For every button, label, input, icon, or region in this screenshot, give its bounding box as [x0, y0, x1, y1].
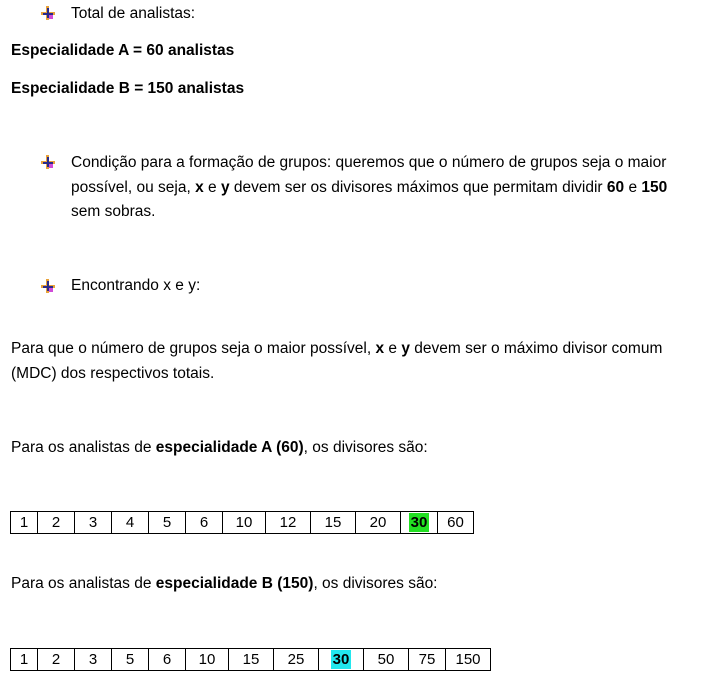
divisor-cell: 1 [11, 512, 38, 534]
number-150: 150 [641, 178, 668, 196]
intro-especialidade-b [11, 572, 438, 597]
condition-paragraph [71, 151, 721, 225]
divisor-cell: 5 [112, 649, 149, 671]
text-span: , os divisores são: [303, 439, 428, 456]
text-span: , os divisores são: [313, 575, 438, 592]
highlight-mark: 30 [332, 651, 350, 668]
divisor-cell: 25 [274, 649, 319, 671]
divisor-cell: 1 [11, 649, 38, 671]
divisor-cell: 12 [266, 512, 311, 534]
bullet-total-label: Total de analistas: [71, 5, 196, 22]
text-span: possível, ou seja, [71, 178, 191, 196]
number-60: 60 [606, 178, 625, 196]
especialidade-b-label: especialidade B (150) [155, 575, 314, 592]
divisor-cell-highlighted [401, 512, 438, 534]
divisor-cell: 3 [75, 649, 112, 671]
mdc-line-2: (MDC) dos respectivos totais. [11, 364, 215, 382]
divisor-cell: 150 [446, 649, 491, 671]
divisors-table-b [10, 648, 491, 671]
mdc-line-1 [11, 337, 723, 362]
mdc-paragraph [11, 337, 723, 386]
condition-line-3: sem sobras. [71, 203, 156, 220]
divisor-cell: 10 [186, 649, 229, 671]
divisor-cell: 75 [409, 649, 446, 671]
bullet-arrow-icon [41, 6, 55, 20]
bullet-arrow-icon [41, 155, 55, 169]
line-especialidade-b: Especialidade B = 150 analistas [11, 80, 245, 97]
divisor-cell: 50 [364, 649, 409, 671]
intro-especialidade-a [11, 436, 428, 461]
text-span: devem ser o máximo divisor comum [414, 340, 663, 357]
table-row [11, 649, 491, 671]
divisor-cell-highlighted [319, 649, 364, 671]
text-span: e [388, 340, 398, 357]
var-x: x [195, 178, 204, 196]
highlight-mark: 30 [410, 514, 428, 531]
divisors-table-a [10, 511, 474, 534]
divisor-cell: 15 [311, 512, 356, 534]
line-especialidade-a: Especialidade A = 60 analistas [11, 42, 235, 59]
divisor-cell: 3 [75, 512, 112, 534]
divisor-cell: 6 [149, 649, 186, 671]
condition-line-2 [71, 176, 721, 201]
divisor-cell: 5 [149, 512, 186, 534]
bullet-encontrando-label: Encontrando x e y: [71, 277, 201, 294]
table-row [11, 512, 474, 534]
divisor-cell: 2 [38, 649, 75, 671]
divisor-cell: 2 [38, 512, 75, 534]
text-span: Para os analistas de [11, 575, 152, 592]
text-span: Para que o número de grupos seja o maior possível, [11, 340, 372, 357]
especialidade-a-label: especialidade A (60) [155, 439, 304, 456]
text-span: devem ser os divisores máximos que permitam dividir [233, 178, 603, 196]
divisor-cell: 20 [356, 512, 401, 534]
var-y: y [401, 340, 410, 357]
text-span: e [208, 178, 217, 196]
divisor-cell: 6 [186, 512, 223, 534]
divisor-cell: 4 [112, 512, 149, 534]
bullet-arrow-icon [41, 279, 55, 293]
text-span: Para os analistas de [11, 439, 152, 456]
var-y: y [220, 178, 230, 196]
text-span: e [628, 178, 638, 196]
var-x: x [375, 340, 385, 357]
condition-line-1: Condição para a formação de grupos: queremos que o número de grupos seja o maior [71, 154, 667, 171]
divisor-cell: 10 [223, 512, 266, 534]
divisor-cell: 60 [438, 512, 474, 534]
divisor-cell: 15 [229, 649, 274, 671]
